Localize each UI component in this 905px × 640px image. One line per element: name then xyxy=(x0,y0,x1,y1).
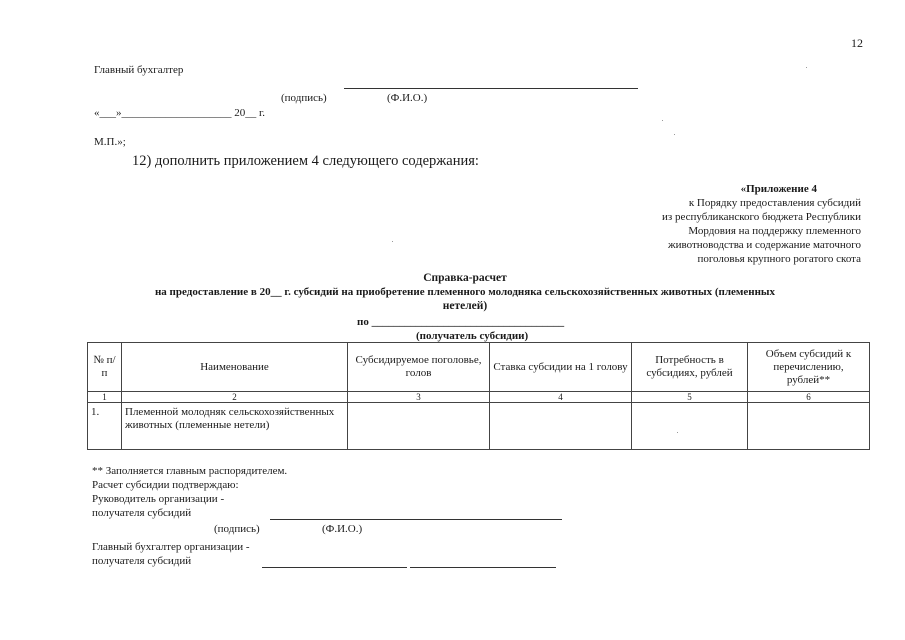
signature-line xyxy=(344,88,638,89)
item-12-text: 12) дополнить приложением 4 следующего содержания: xyxy=(132,153,479,169)
head-label-2: получателя субсидий xyxy=(92,507,192,519)
column-number: 5 xyxy=(632,392,748,403)
header-name: Наименование xyxy=(122,343,348,392)
scan-dot xyxy=(674,134,675,135)
subsidy-table xyxy=(87,342,870,450)
row-amount xyxy=(748,403,870,450)
stamp-place: М.П.»; xyxy=(94,136,126,148)
header-need: Потребность в субсидиях, рублей xyxy=(632,343,748,392)
scan-dot xyxy=(677,432,678,433)
row-rate xyxy=(490,403,632,450)
head-signature-caption: (подпись) xyxy=(214,523,260,535)
signature-caption: (подпись) xyxy=(281,92,327,104)
appendix-line: к Порядку предоставления субсидий xyxy=(688,197,861,209)
column-number: 2 xyxy=(122,392,348,403)
column-number: 4 xyxy=(490,392,632,403)
row-number: 1. xyxy=(88,403,122,450)
chief-accountant-label: Главный бухгалтер xyxy=(94,64,184,76)
accountant-label-1: Главный бухгалтер организации - xyxy=(92,541,250,553)
recipient-caption: (получатель субсидии) xyxy=(416,330,529,342)
scan-dot xyxy=(662,120,663,121)
row-need xyxy=(632,403,748,450)
fio-caption: (Ф.И.О.) xyxy=(387,92,428,104)
header-rate: Ставка субсидии на 1 голову xyxy=(490,343,632,392)
footnote: ** Заполняется главным распорядителем. xyxy=(92,465,288,477)
head-signature-line xyxy=(270,519,562,520)
appendix-line: из республиканского бюджета Республики xyxy=(661,211,861,223)
head-fio-caption: (Ф.И.О.) xyxy=(322,523,363,535)
column-number: 3 xyxy=(348,392,490,403)
document-heading xyxy=(80,271,850,313)
row-livestock xyxy=(348,403,490,450)
row-name: Племенной молодняк сельскохозяйственных животных (племенные нетели) xyxy=(122,403,348,450)
appendix-title: «Приложение 4 xyxy=(740,183,817,195)
date-line: «___»____________________ 20__ г. xyxy=(94,107,266,119)
scan-dot xyxy=(392,241,393,242)
accountant-fio-line xyxy=(410,567,556,568)
appendix-line: животноводства и содержание маточного xyxy=(667,239,861,251)
header-number: № п/п xyxy=(88,343,122,392)
table-row xyxy=(88,403,870,450)
appendix-block xyxy=(662,182,861,266)
header-amount: Объем субсидий к перечислению, рублей** xyxy=(748,343,870,392)
recipient-line: по ___________________________________ xyxy=(357,316,565,328)
column-number-row xyxy=(88,392,870,403)
appendix-line: поголовья крупного рогатого скота xyxy=(697,253,861,265)
confirm-label: Расчет субсидии подтверждаю: xyxy=(92,479,239,491)
column-number: 6 xyxy=(748,392,870,403)
accountant-signature-line xyxy=(262,567,407,568)
head-label-1: Руководитель организации - xyxy=(92,493,225,505)
column-number: 1 xyxy=(88,392,122,403)
accountant-label-2: получателя субсидий xyxy=(92,555,192,567)
scan-dot xyxy=(806,67,807,68)
table-header-row xyxy=(88,343,870,392)
appendix-line: Мордовия на поддержку племенного xyxy=(688,225,861,237)
heading-title: Справка-расчет xyxy=(423,272,507,284)
heading-subtitle-cont: нетелей) xyxy=(442,300,488,312)
heading-subtitle: на предоставление в 20__ г. субсидий на приобретение племенного молодняка сельскохозяйственных животных (племенных xyxy=(154,286,776,298)
page-number: 12 xyxy=(851,36,863,50)
header-livestock: Субсидируемое поголовье, голов xyxy=(348,343,490,392)
